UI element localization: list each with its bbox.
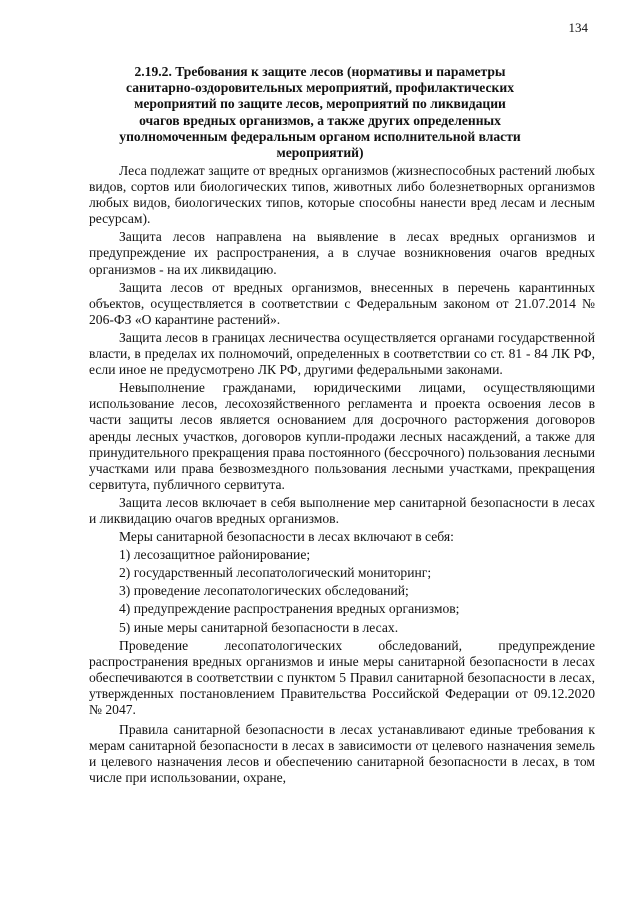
- paragraph: Невыполнение гражданами, юридическими лицами, осуществляющими использование лесов, лесохозяйственного регламента и проекта освоения лесов в части защиты лесов является основанием для досрочного расторжения договоров аренды лесных участков, договоров купли-продажи лесных насаждений, а также для принудительного прекращения права постоянного (бессрочного) пользования лесными участками или права безвозмездного пользования лесными участками, прекращения сервитута, публичного сервитута.: [89, 380, 595, 492]
- paragraph: Защита лесов от вредных организмов, внесенных в перечень карантинных объектов, осуществляется в соответствии с Федеральным законом от 21.07.2014 № 206-ФЗ «О карантине растений».: [89, 279, 595, 327]
- document-body: [89, 163, 595, 788]
- list-item: 3) проведение лесопатологических обследований;: [119, 583, 409, 599]
- paragraph: Правила санитарной безопасности в лесах устанавливают единые требования к мерам санитарной безопасности в лесах в зависимости от целевого назначения земель и целевого назначения лесов и обеспечению санитарной безопасности в лесах, в том числе при использовании, охране,: [89, 722, 595, 786]
- paragraph: Защита лесов включает в себя выполнение мер санитарной безопасности в лесах и ликвидацию очагов вредных организмов.: [89, 494, 595, 526]
- paragraph: Меры санитарной безопасности в лесах включают в себя:: [119, 529, 454, 545]
- section-heading: 2.19.2. Требования к защите лесов (нормативы и параметры санитарно-оздоровительных мероприятий, профилактических мероприятий по защите лесов, мероприятий по ликвидации очагов вредных организмов, а также других определенных уполномоченным федеральным органом исполнительной власти мероприятий): [119, 64, 521, 161]
- paragraph: Защита лесов направлена на выявление в лесах вредных организмов и предупреждение их распространения, а в случае возникновения очагов вредных организмов - на их ликвидацию.: [89, 229, 595, 277]
- list-item: 2) государственный лесопатологический мониторинг;: [119, 565, 432, 581]
- paragraph: Защита лесов в границах лесничества осуществляется органами государственной власти, в пределах их полномочий, определенных в соответствии со ст. 81 - 84 ЛК РФ, если иное не предусмотрено ЛК РФ, другими федеральными законами.: [89, 329, 595, 378]
- paragraph: Проведение лесопатологических обследований, предупреждение распространения вредных организмов и иные меры санитарной безопасности в лесах обеспечиваются в соответствии с пунктом 5 Правил санитарной безопасности в лесах, утвержденных постановлением Правительства Российской Федерации от 09.12.2020 № 2047.: [89, 637, 595, 717]
- list-item: 5) иные меры санитарной безопасности в лесах.: [119, 619, 399, 635]
- list-item: 4) предупреждение распространения вредных организмов;: [119, 601, 460, 617]
- page-number: 134: [568, 20, 588, 35]
- paragraph: Леса подлежат защите от вредных организмов (жизнеспособных растений любых видов, сортов или биологических типов, животных либо болезнетворных организмов любых видов, биологических типов, которые способны нанести вред лесам и лесным ресурсам).: [89, 163, 595, 227]
- list-item: 1) лесозащитное районирование;: [119, 547, 311, 563]
